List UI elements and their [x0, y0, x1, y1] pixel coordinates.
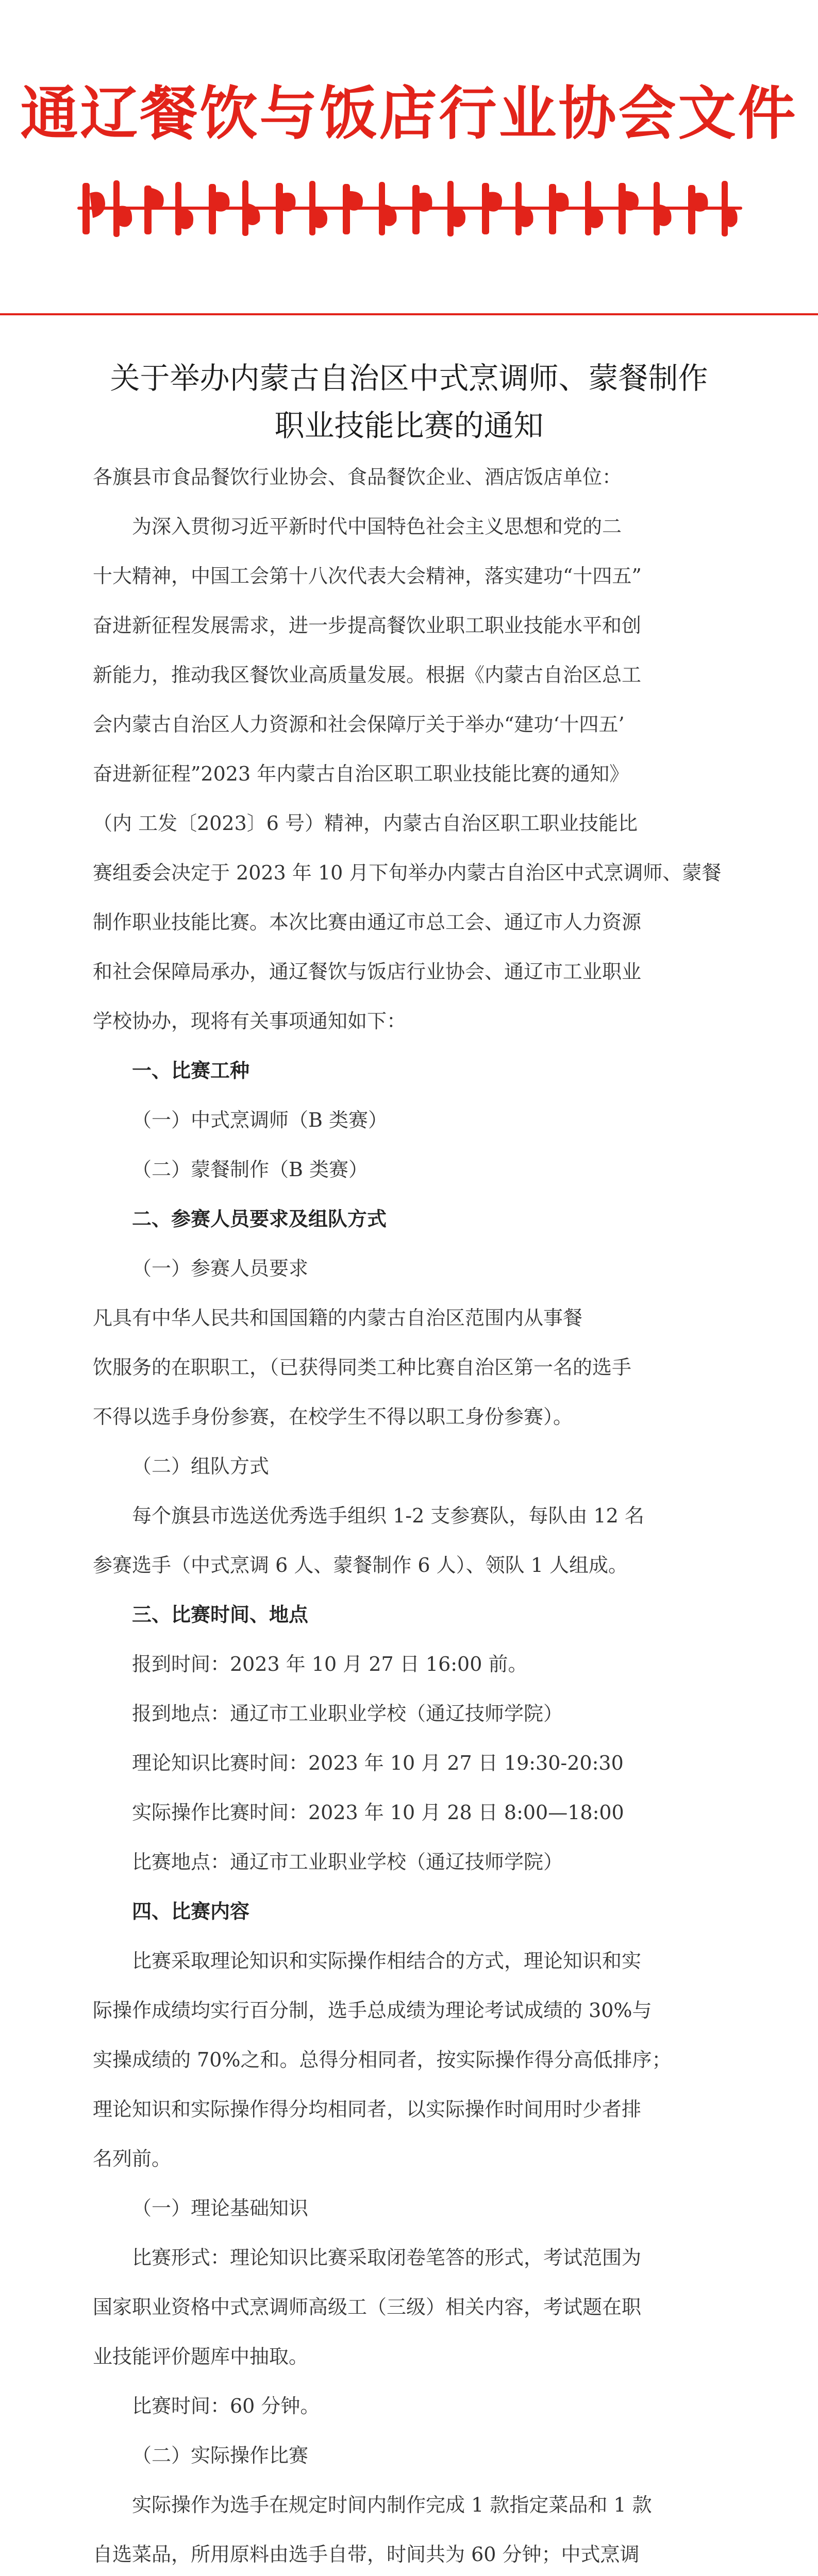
mongolian-script-strokes [77, 180, 742, 237]
intro-line: 为深入贯彻习近平新时代中国特色社会主义思想和党的二 [132, 515, 622, 538]
section-3-line: 实际操作比赛时间：2023 年 10 月 28 日 8:00—18:00 [132, 1801, 624, 1824]
section-4-line: 名列前。 [93, 2147, 172, 2170]
section-2-sub-2-title: （二）组队方式 [132, 1455, 270, 1478]
section-2-line: 每个旗县市选送优秀选手组织 1-2 支参赛队，每队由 12 名 [132, 1504, 644, 1527]
intro-line: 奋进新征程发展需求，进一步提高餐饮业职工职业技能水平和创 [93, 614, 642, 637]
section-1-item: （一）中式烹调师（B 类赛） [132, 1109, 388, 1131]
section-4-line: 实操成绩的 70%之和。总得分相同者，按实际操作得分高低排序； [93, 2048, 672, 2071]
salutation: 各旗县市食品餐饮行业协会、食品餐饮企业、酒店饭店单位： [93, 466, 622, 488]
mongolian-script-graphic [77, 178, 742, 240]
section-4-line: 实际操作为选手在规定时间内制作完成 1 款指定菜品和 1 款 [132, 2494, 652, 2516]
section-4-line: 国家职业资格中式烹调师高级工（三级）相关内容，考试题在职 [93, 2296, 642, 2318]
section-2-line: 饮服务的在职职工，（已获得同类工种比赛自治区第一名的选手 [93, 1356, 632, 1379]
section-3-line: 报到地点：通辽市工业职业学校（通辽技师学院） [132, 1702, 563, 1725]
section-2-line: 凡具有中华人民共和国国籍的内蒙古自治区范围内从事餐 [93, 1307, 583, 1329]
intro-line: 学校协办，现将有关事项通知如下： [93, 1010, 407, 1032]
section-2-sub-1-title: （一）参赛人员要求 [132, 1257, 309, 1280]
section-3-title: 三、比赛时间、地点 [132, 1603, 309, 1626]
intro-line: 新能力，推动我区餐饮业高质量发展。根据《内蒙古自治区总工 [93, 664, 642, 686]
intro-line: 会内蒙古自治区人力资源和社会保障厅关于举办“建功‘十四五’ [93, 713, 625, 736]
section-4-sub-2-title: （二）实际操作比赛 [132, 2444, 309, 2467]
section-4-sub-1-title: （一）理论基础知识 [132, 2197, 309, 2219]
section-4-line: 际操作成绩均实行百分制，选手总成绩为理论考试成绩的 30%与 [93, 1999, 652, 2022]
masthead [0, 0, 818, 319]
headline-line-2: 职业技能比赛的通知 [274, 408, 544, 443]
intro-line: 赛组委会决定于 2023 年 10 月下旬举办内蒙古自治区中式烹调师、蒙餐 [93, 861, 722, 884]
section-1-item: （二）蒙餐制作（B 类赛） [132, 1158, 369, 1181]
notice-body [93, 452, 727, 2576]
section-4-line: 比赛时间：60 分钟。 [132, 2395, 320, 2417]
notice-headline [0, 354, 818, 449]
section-1-title: 一、比赛工种 [132, 1059, 250, 1082]
section-2-line: 不得以选手身份参赛，在校学生不得以职工身份参赛）。 [93, 1405, 573, 1428]
section-2-title: 二、参赛人员要求及组队方式 [132, 1208, 387, 1230]
intro-line: 十大精神，中国工会第十八次代表大会精神，落实建功“十四五” [93, 565, 642, 587]
intro-line: （内 工发〔2023〕6 号）精神，内蒙古自治区职工职业技能比 [93, 812, 638, 835]
intro-line: 奋进新征程”2023 年内蒙古自治区职工职业技能比赛的通知》 [93, 762, 629, 785]
masthead-divider [0, 313, 818, 315]
section-2-line: 参赛选手（中式烹调 6 人、蒙餐制作 6 人）、领队 1 人组成。 [93, 1554, 628, 1577]
section-3-line: 理论知识比赛时间：2023 年 10 月 27 日 19:30-20:30 [132, 1752, 624, 1774]
intro-line: 制作职业技能比赛。本次比赛由通辽市总工会、通辽市人力资源 [93, 911, 642, 934]
section-4-title: 四、比赛内容 [132, 1900, 250, 1923]
section-4-line: 自选菜品，所用原料由选手自带，时间共为 60 分钟；中式烹调 [93, 2543, 640, 2566]
section-4-line: 理论知识和实际操作得分均相同者，以实际操作时间用时少者排 [93, 2098, 642, 2121]
section-4-line: 业技能评价题库中抽取。 [93, 2345, 309, 2368]
section-4-line: 比赛采取理论知识和实际操作相结合的方式，理论知识和实 [132, 1950, 642, 1972]
masthead-title: 通辽餐饮与饭店行业协会文件 [20, 80, 798, 147]
section-4-line: 比赛形式：理论知识比赛采取闭卷笔答的形式，考试范围为 [132, 2246, 642, 2269]
section-3-line: 报到时间：2023 年 10 月 27 日 16:00 前。 [132, 1653, 528, 1675]
intro-line: 和社会保障局承办，通辽餐饮与饭店行业协会、通辽市工业职业 [93, 960, 642, 983]
headline-line-1: 关于举办内蒙古自治区中式烹调师、蒙餐制作 [110, 361, 708, 396]
section-3-line: 比赛地点：通辽市工业职业学校（通辽技师学院） [132, 1851, 563, 1873]
